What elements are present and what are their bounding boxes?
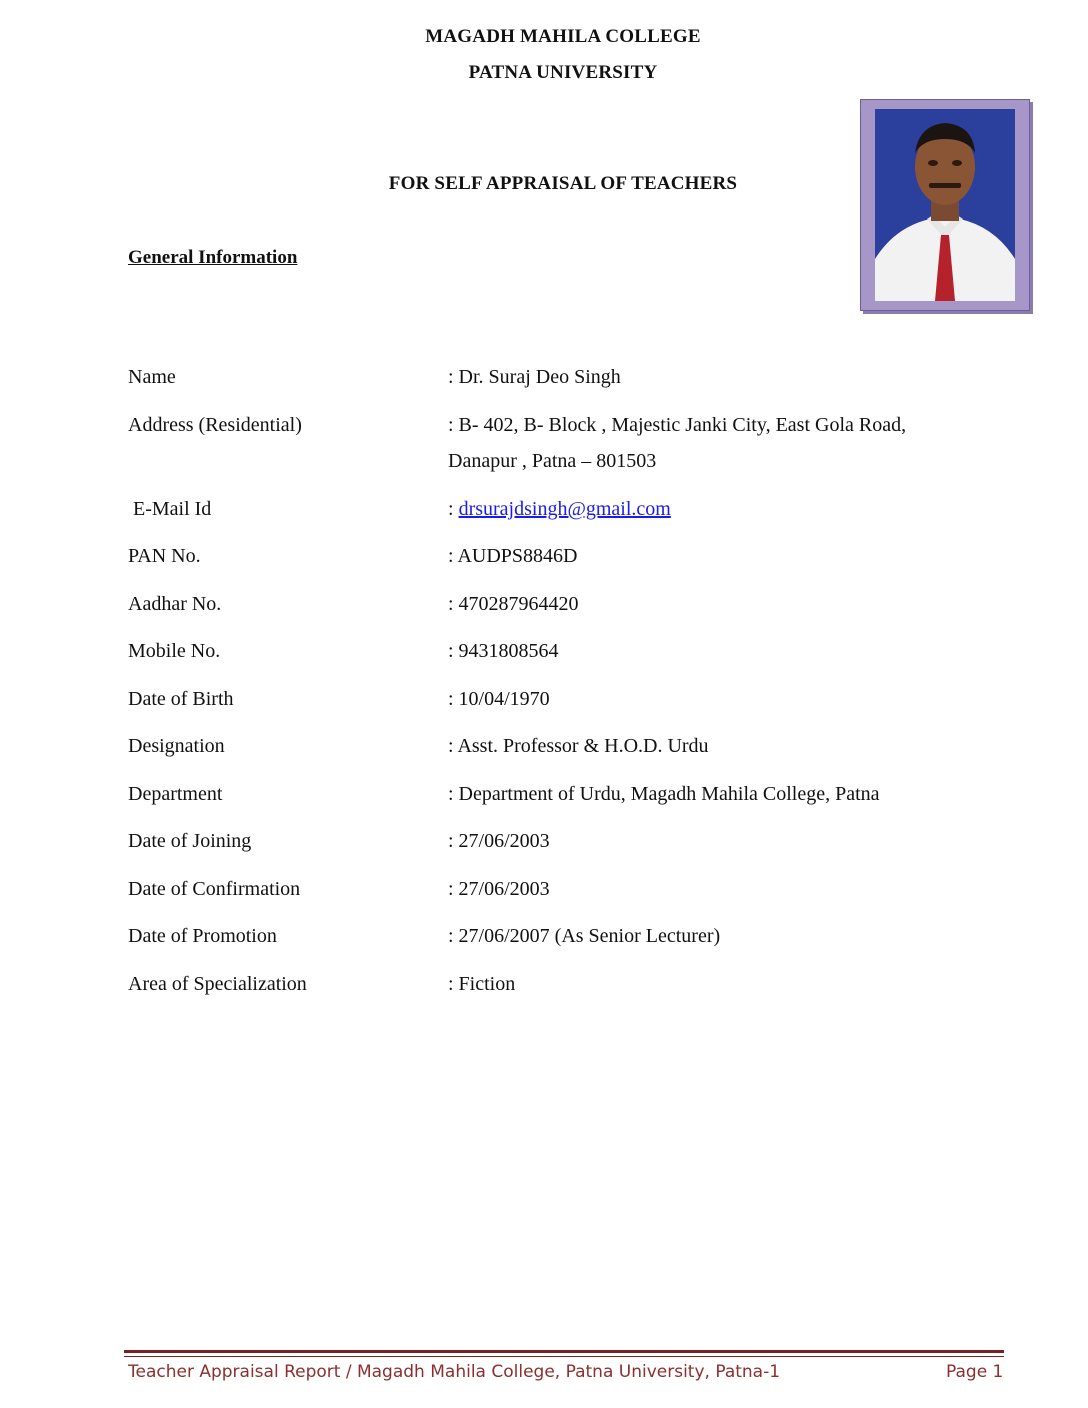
field-value: : B- 402, B- Block , Majestic Janki City, East Gola Road,	[448, 414, 907, 436]
field-label: Date of Birth	[128, 688, 234, 710]
field-label: PAN No.	[128, 545, 201, 567]
field-label: Mobile No.	[128, 640, 221, 662]
field-value: : Dr. Suraj Deo Singh	[448, 366, 621, 388]
field-value: : 27/06/2003	[448, 878, 550, 900]
footer-divider	[124, 1350, 1004, 1353]
field-label: Date of Confirmation	[128, 878, 301, 900]
field-value: : Fiction	[448, 973, 516, 995]
section-heading-general-information: General Information	[128, 247, 298, 268]
field-value: : Asst. Professor & H.O.D. Urdu	[448, 735, 709, 757]
address-line-2: Danapur , Patna – 801503	[448, 450, 657, 472]
field-value: : 10/04/1970	[448, 688, 550, 710]
footer-divider-thin	[124, 1356, 1004, 1357]
university-name: PATNA UNIVERSITY	[468, 62, 658, 83]
field-value: : 27/06/2007 (As Senior Lecturer)	[448, 925, 721, 947]
field-label: Date of Joining	[128, 830, 252, 852]
email-prefix: :	[448, 498, 459, 520]
field-value: : 27/06/2003	[448, 830, 550, 852]
field-label: Area of Specialization	[128, 973, 307, 995]
field-label: Designation	[128, 735, 225, 757]
field-label: Name	[128, 366, 176, 388]
form-title: FOR SELF APPRAISAL OF TEACHERS	[388, 173, 738, 194]
field-label: Address (Residential)	[128, 414, 302, 436]
photo-frame	[860, 99, 1030, 311]
field-label: Aadhar No.	[128, 593, 222, 615]
college-name: MAGADH MAHILA COLLEGE	[425, 26, 701, 47]
footer-page-number: Page 1	[946, 1362, 1004, 1382]
email-link[interactable]: drsurajdsingh@gmail.com	[458, 498, 671, 520]
field-label: E-Mail Id	[128, 498, 212, 520]
field-label: Date of Promotion	[128, 925, 277, 947]
field-value: : 470287964420	[448, 593, 579, 615]
field-value: : 9431808564	[448, 640, 559, 662]
footer-report-title: Teacher Appraisal Report / Magadh Mahila College, Patna University, Patna-1	[128, 1362, 781, 1382]
field-label: Department	[128, 783, 223, 805]
field-value: : AUDPS8846D	[448, 545, 578, 567]
field-value: : Department of Urdu, Magadh Mahila College, Patna	[448, 783, 880, 805]
teacher-photo	[875, 109, 1015, 301]
field-value	[448, 498, 671, 521]
